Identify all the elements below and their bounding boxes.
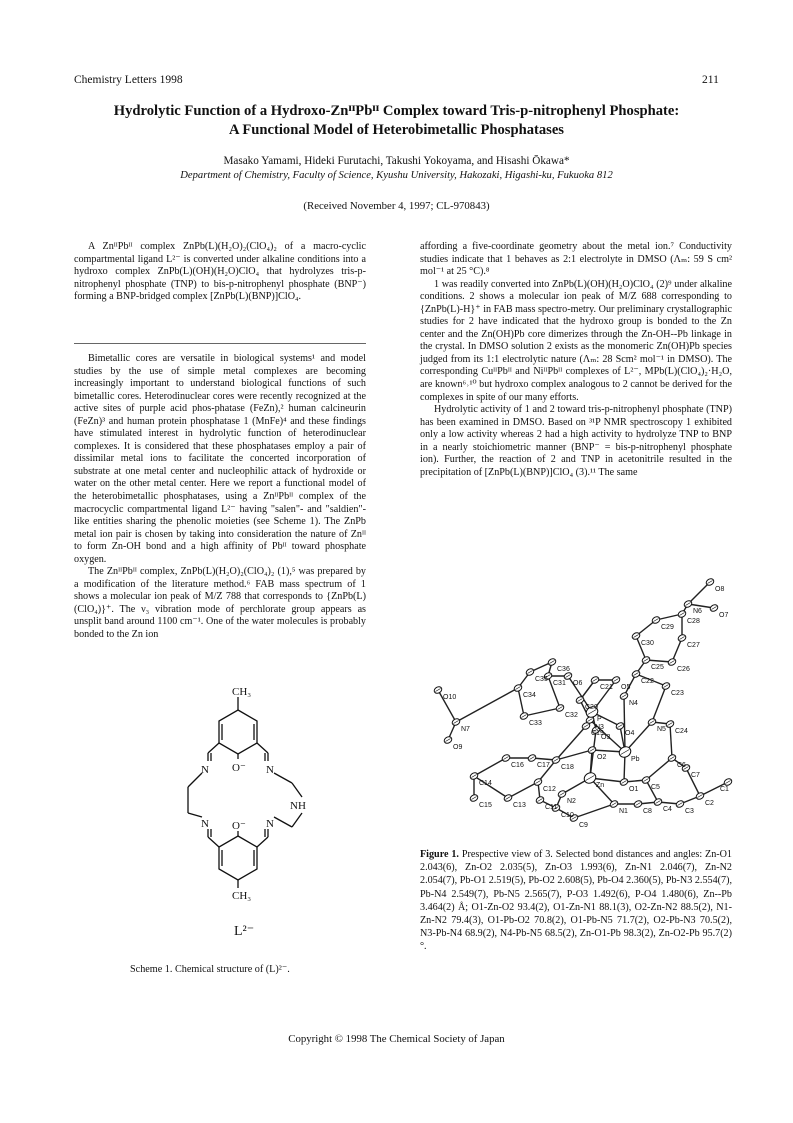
atom-label: N2 (567, 798, 576, 805)
article-title (40, 102, 753, 140)
bond (524, 708, 560, 716)
atom-label: N1 (619, 808, 628, 815)
bond (624, 696, 625, 752)
atom-label: O10 (443, 694, 457, 701)
atom-n: N (201, 818, 209, 830)
atom-label: C36 (557, 666, 570, 673)
atom-label: P (597, 716, 602, 723)
left-column-body (74, 353, 366, 642)
abstract-text: A ZnᴵᴵPbᴵᴵ complex ZnPb(L)(H₂O)₂(ClO₄)₂ of a macro-cyclic compartmental ligand L²⁻ is converted under alkaline conditions into a hydroxo complex ZnPb(L)(OH)(H₂O)ClO₄ that hydrolyzes tris-p-nitrophenyl phosphate (TNP) to bis-p-nitrophenyl phosphate (BNP⁻) forming a BNP-bridged complex [ZnPb(L)(BNP)]ClO₄. (74, 241, 366, 303)
scheme-caption: Scheme 1. Chemical structure of (L)²⁻. (130, 964, 290, 975)
atom-label: N3 (595, 724, 604, 731)
atom-o: O⁻ (232, 820, 246, 832)
atom-label: C22 (641, 678, 654, 685)
atom-label: C7 (691, 772, 700, 779)
ligand-label: L²⁻ (234, 924, 255, 939)
atom-label: N4 (629, 700, 638, 707)
atom-label: C12 (543, 786, 556, 793)
copyright-footer: Copyright © 1998 The Chemical Society of Japan (288, 1033, 505, 1045)
atom-label: C8 (643, 808, 652, 815)
atom-label: N7 (461, 726, 470, 733)
bond (508, 782, 538, 798)
atom-label: C34 (523, 692, 536, 699)
atom-label: N5 (657, 726, 666, 733)
atom-label: O1 (629, 786, 639, 793)
atom-n: N (266, 764, 274, 776)
atom-label: C32 (565, 712, 578, 719)
atom-label: C18 (561, 764, 574, 771)
bond (556, 726, 586, 760)
atom-label: C25 (651, 664, 664, 671)
atom-label: C14 (479, 780, 492, 787)
page-number: 211 (702, 74, 719, 86)
bond (688, 582, 710, 604)
atom-label: N6 (693, 608, 702, 615)
atom-label: O3 (601, 734, 611, 741)
atom-label: C29 (661, 624, 674, 631)
atom-label: O8 (715, 586, 725, 593)
body-paragraph: 1 was readily converted into ZnPb(L)(OH)(H₂O)ClO₄ (2)⁹ under alkaline conditions. 2 shows a molecular ion peak of M/Z 688 corresponding to {ZnPb(L)-H}⁺ in FAB mass spectro-metry. Our preliminary crystallographic studies for 2 have indicated that the hydroxo group is bonded to the Zn center and the Zn(OH)Pb core dimerizes through the Zn-OH--Pb linkage in the crystal. In DMSO solution 2 exists as the monomeric Zn(OH)Pb species judged from its 1:1 electrolytic nature (Λₘ: 28 Scm² mol⁻¹ in DMSO). The corresponding CuᴵᴵPbᴵᴵ and NiᴵᴵPbᴵᴵ complexes of L²⁻, MPb(L)(ClO₄)₂·H₂O, are known⁶˒¹⁰ but hydroxo complex analogous to 2 cannot be derived for the complexes in spite of our many efforts. (420, 278, 732, 403)
received-date: (Received November 4, 1997; CL-970843) (303, 200, 490, 212)
atom-label: C33 (529, 720, 542, 727)
methyl-label-bottom: CH₃ (232, 890, 252, 902)
atom-n: N (201, 764, 209, 776)
abstract-divider (74, 343, 366, 344)
atom-label: C28 (687, 618, 700, 625)
atom-label: C30 (641, 640, 654, 647)
atom-label: C16 (511, 762, 524, 769)
atom-label: C27 (687, 642, 700, 649)
body-paragraph: Bimetallic cores are versatile in biological systems¹ and model studies by the use of simple metal complexes are becoming increasingly important to understand biological functions of such bimetallic cores. Heterodinuclear cores were recently recognized at the active sites of purple acid phos-phatase (FeZn),² human calcineurin (FeZn)³ and human protein phosphatase 1 (MnFe)⁴ and these findings have stimulated interest in hydrolytic function of heterodinuclear complexes. It is considered that these phosphatases employ a pair of dissimilar metal ions to facilitate the concerted incorporation of substrate at one metal center and nucleophilic attack of hydroxide or water on the other metal center. Here we report a functional model of the heterobimetallic phosphatases, using a ZnᴵᴵPbᴵᴵ complex of the macrocyclic compartmental ligand L²⁻ having "salen"- and "saldien"-like entities sharing the phenolic moieties (see Scheme 1). The ZnPb metal ion pair is chosen by taking into consideration the nature of Znᴵᴵ to form Zn-OH bond and a high affinity of Pbᴵᴵ toward phosphate oxygen. (74, 353, 366, 565)
bond (574, 804, 614, 818)
atom-label: O2 (597, 754, 607, 761)
atom-label: O7 (719, 612, 729, 619)
atom-label: C24 (675, 728, 688, 735)
bond (456, 688, 518, 722)
atom-n: N (266, 818, 274, 830)
atom-o: O⁻ (232, 762, 246, 774)
crystal-structure-figure (420, 572, 735, 829)
atom-nh: NH (290, 800, 306, 812)
atom-label: O6 (573, 680, 583, 687)
bond (670, 724, 672, 758)
bond (474, 758, 506, 776)
atom-label: C26 (677, 666, 690, 673)
atom-label: C4 (663, 806, 672, 813)
abstract (74, 241, 366, 304)
body-paragraph: Hydrolytic activity of 1 and 2 toward tris-p-nitrophenyl phosphate (TNP) has been examined in DMSO. Based on ³¹P NMR spectroscopy 1 exhibited only a low activity whereas 2 had a high activity to hydrolyze TNP to BNP in a nearly stoichiometric manner (BNP⁻ = bis-p-nitrophenyl phosphate ion). Further, the reaction of 2 and TNP in acetonitrile resulted in the precipitation of [ZnPb(L)(BNP)]ClO₄ (3).¹¹ The same (420, 404, 732, 478)
atom-label: C17 (537, 762, 550, 769)
right-column-body (420, 241, 732, 479)
atom-label: C10 (561, 812, 574, 819)
atom-label: C13 (513, 802, 526, 809)
affiliation: Department of Chemistry, Faculty of Science, Kyushu University, Hakozaki, Higashi-ku, Fukuoka 812 (180, 170, 613, 181)
body-paragraph: The ZnᴵᴵPbᴵᴵ complex, ZnPb(L)(H₂O)₂(ClO₄)₂ (1),⁵ was prepared by a modification of the literature method.⁶ FAB mass spectrum of 1 shows a molecular ion peak of M/Z 788 that corresponds to {ZnPb(L)(ClO₄)}⁺. The ν₃ vibration mode of perchlorate group appears as unsplit band around 1100 cm⁻¹. One of the water molecules is probably bonded to the Zn ion (74, 566, 366, 641)
atom-label: C19 (591, 730, 604, 737)
bond (556, 750, 592, 760)
atom-label: C20 (585, 704, 598, 711)
authors: Masako Yamami, Hideki Furutachi, Takushi Yokoyama, and Hisashi Ōkawa* (223, 155, 570, 167)
atom-label: C31 (553, 680, 566, 687)
running-header: Chemistry Letters 1998 (74, 74, 183, 86)
bond (646, 758, 672, 780)
atom-label: Pb (631, 756, 640, 763)
atom-label: O5 (621, 684, 631, 691)
atom-label: Zn (596, 782, 605, 789)
atom-label: C35 (535, 676, 548, 683)
figure-caption-text: Prespective view of 3. Selected bond distances and angles: Zn-O1 2.043(6), Zn-O2 2.035(5), Zn-O3 1.993(6), Zn-N1 2.046(7), Zn-N2 2.054(7), Pb-O1 2.519(5), Pb-O2 2.608(5), Pb-O4 2.360(5), Pb-N3 2.554(7), Pb-N4 2.549(7), Pb-N5 2.565(7), P-O3 1.492(6), P-O4 1.480(6), Zn--Pb 3.464(2) Å; O1-Zn-O2 93.4(2), O1-Zn-N1 88.1(3), O2-Zn-N2 88.5(2), N1-Zn-N2 79.4(3), O1-Pb-O2 70.8(2), O1-Pb-N5 71.7(2), O2-Pb-N3 70.5(2), N3-Pb-N4 68.9(2), N4-Pb-N5 68.5(2), Zn-O1-Pb 98.3(2), Zn-O2-Pb 95.7(2)°. (420, 849, 732, 953)
atom-label: C21 (600, 684, 613, 691)
scheme-structure (150, 685, 350, 945)
atom-label: C6 (677, 762, 686, 769)
atom-label: C23 (671, 690, 684, 697)
title-line-2: A Functional Model of Heterobimetallic Phosphatases (229, 122, 564, 138)
atom-label: C9 (579, 822, 588, 829)
atom-label: C2 (705, 800, 714, 807)
title-line-1: Hydrolytic Function of a Hydroxo-ZnᴵᴵPbᴵᴵ Complex toward Tris-p-nitrophenyl Phosphate: (113, 103, 680, 119)
atom-label: C3 (685, 808, 694, 815)
atom-label: C15 (479, 802, 492, 809)
atom-label: C1 (720, 786, 729, 793)
atom-label: O4 (625, 730, 635, 737)
figure-caption-label: Figure 1. (420, 849, 459, 860)
atom-label: O9 (453, 744, 463, 751)
bond (652, 686, 666, 722)
atom-label: C5 (651, 784, 660, 791)
atom-label: C11 (545, 804, 558, 811)
body-paragraph: affording a five-coordinate geometry about the metal ion.⁷ Conductivity studies indicate that 1 behaves as 2:1 electrolyte in DMSO (Λₘ: 59 S cm² mol⁻¹ at 25 °C).⁸ (420, 241, 732, 278)
methyl-label-top: CH₃ (232, 686, 252, 698)
figure-caption (420, 848, 732, 954)
